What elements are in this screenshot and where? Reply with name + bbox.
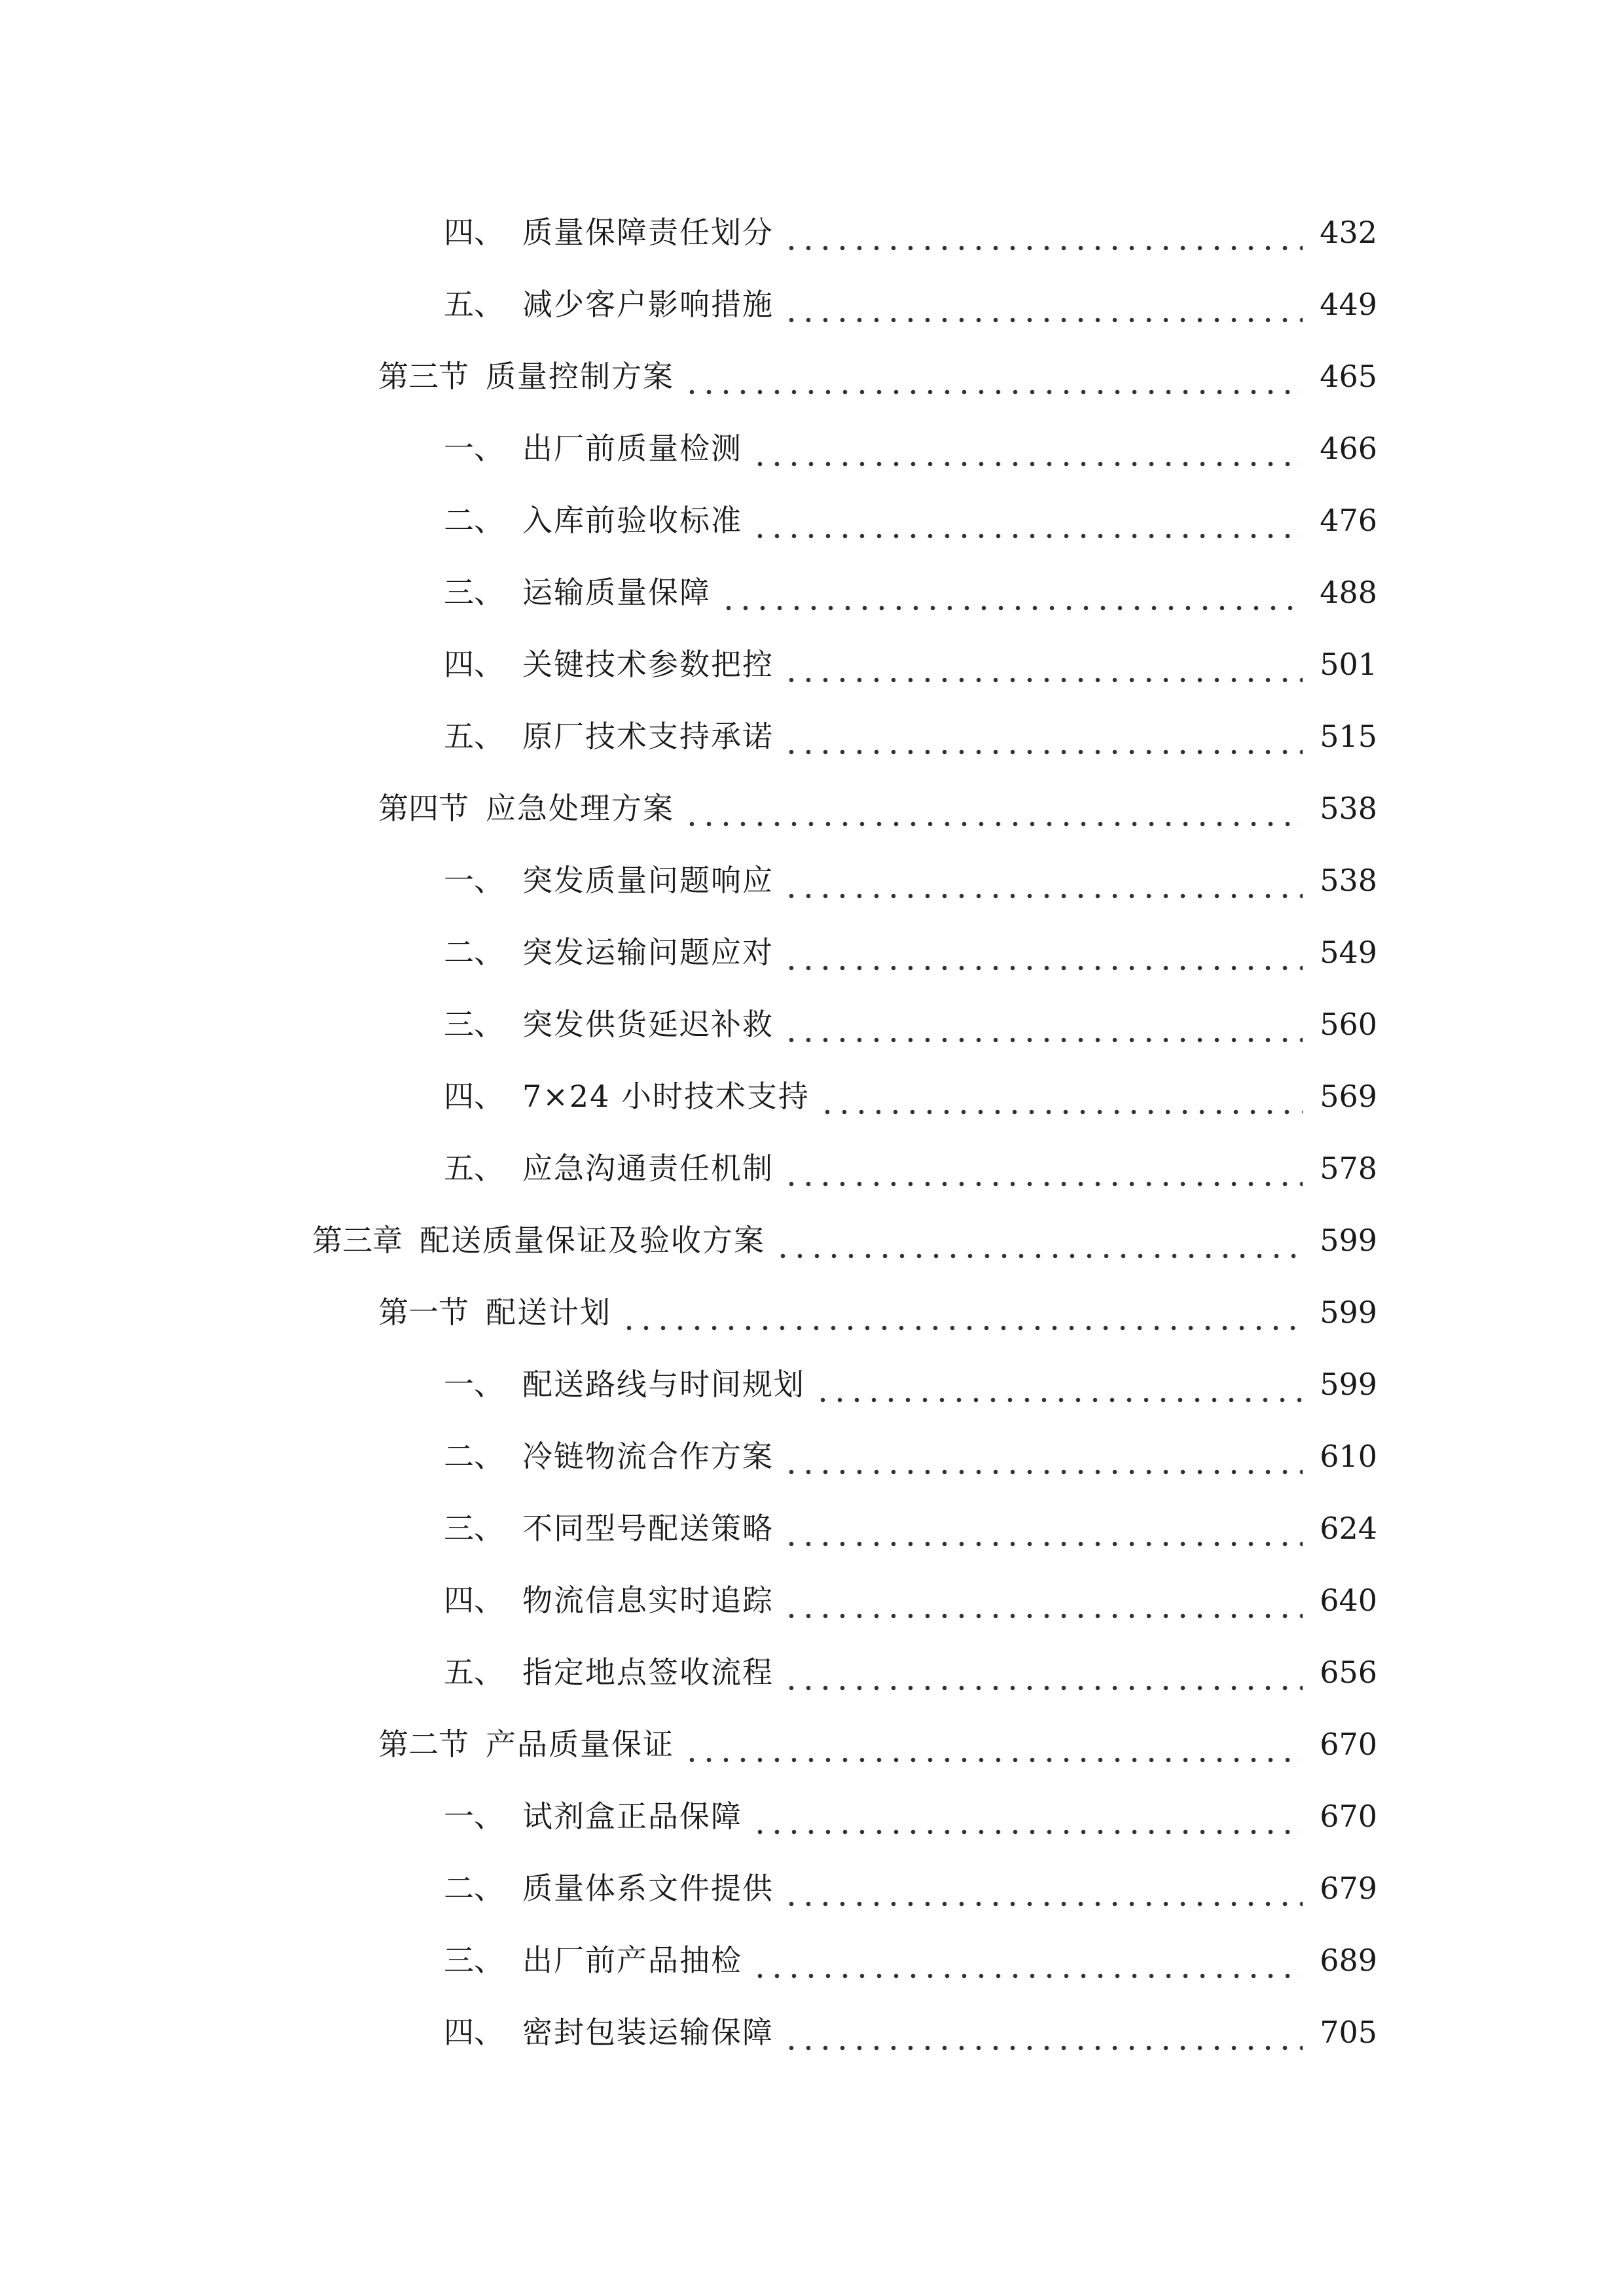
toc-entry-title: 配送计划 [486, 1295, 611, 1330]
toc-entry-number: 三、 [444, 1007, 504, 1042]
toc-dot-leader [774, 1204, 1303, 1276]
toc-entry-page-number: 538 [1320, 791, 1377, 826]
toc-entry[interactable] [0, 1708, 1624, 1780]
toc-entry-title: 原厂技术支持承诺 [522, 719, 774, 754]
toc-entry-page-number: 640 [1320, 1583, 1377, 1618]
toc-dot-leader [621, 1276, 1303, 1348]
toc-entry-page-number: 599 [1320, 1295, 1377, 1330]
toc-entry-page-number: 465 [1320, 359, 1377, 394]
toc-entry[interactable] [0, 1636, 1624, 1708]
toc-entry-number: 四、 [444, 647, 504, 682]
toc-entry-label [444, 1492, 774, 1564]
toc-entry[interactable] [0, 1348, 1624, 1420]
toc-entry-page-number: 610 [1320, 1439, 1377, 1474]
toc-entry-number: 四、 [444, 1583, 504, 1618]
toc-entry[interactable] [0, 340, 1624, 412]
toc-entry-label [444, 484, 742, 556]
toc-entry-label [444, 1564, 774, 1636]
toc-entry-number: 四、 [444, 1079, 504, 1114]
toc-entry[interactable] [0, 268, 1624, 340]
toc-entry[interactable] [0, 412, 1624, 484]
toc-entry-number: 一、 [444, 863, 504, 898]
toc-dot-leader [783, 916, 1303, 988]
toc-entry-title: 质量体系文件提供 [522, 1871, 774, 1906]
toc-dot-leader [783, 196, 1303, 268]
toc-entry-title: 应急处理方案 [486, 791, 674, 826]
toc-entry-label [312, 1204, 765, 1276]
toc-entry-number: 第二节 [378, 1727, 469, 1762]
toc-entry-page-number: 449 [1320, 287, 1377, 322]
toc-entry-title: 出厂前产品抽检 [522, 1943, 742, 1978]
toc-entry-title: 关键技术参数把控 [522, 647, 774, 682]
toc-dot-leader [751, 484, 1303, 556]
toc-entry-number: 第三章 [312, 1223, 403, 1258]
toc-entry-label [444, 1132, 774, 1204]
toc-dot-leader [819, 1060, 1303, 1132]
toc-entry[interactable] [0, 700, 1624, 772]
toc-entry-title: 指定地点签收流程 [522, 1655, 774, 1690]
toc-dot-leader [751, 1780, 1303, 1852]
toc-entry-title: 运输质量保障 [522, 575, 711, 610]
toc-dot-leader [783, 844, 1303, 916]
toc-entry-number: 第一节 [378, 1295, 469, 1330]
toc-entry[interactable] [0, 1420, 1624, 1492]
toc-dot-leader [783, 988, 1303, 1060]
toc-entry-label [444, 268, 774, 340]
toc-entry-number: 二、 [444, 1871, 504, 1906]
toc-entry-label [444, 844, 774, 916]
toc-entry-number: 五、 [444, 287, 504, 322]
toc-entry-page-number: 599 [1320, 1367, 1377, 1402]
toc-entry-page-number: 476 [1320, 503, 1377, 538]
toc-entry-label [444, 1060, 810, 1132]
toc-dot-leader [783, 1564, 1303, 1636]
toc-entry-number: 五、 [444, 1151, 504, 1186]
table-of-contents [0, 196, 1624, 2068]
toc-entry-page-number: 578 [1320, 1151, 1377, 1186]
toc-entry[interactable] [0, 1060, 1624, 1132]
toc-entry[interactable] [0, 1276, 1624, 1348]
toc-dot-leader [783, 700, 1303, 772]
toc-entry[interactable] [0, 1780, 1624, 1852]
toc-entry-page-number: 488 [1320, 575, 1377, 610]
toc-entry-label [378, 340, 674, 412]
toc-entry[interactable] [0, 916, 1624, 988]
toc-entry-title: 入库前验收标准 [522, 503, 742, 538]
toc-dot-leader [783, 1852, 1303, 1924]
toc-entry-page-number: 560 [1320, 1007, 1377, 1042]
toc-entry-number: 三、 [444, 1511, 504, 1546]
toc-entry-label [444, 1780, 742, 1852]
toc-entry-title: 配送路线与时间规划 [522, 1367, 805, 1402]
toc-dot-leader [783, 628, 1303, 700]
toc-entry-page-number: 670 [1320, 1799, 1377, 1834]
toc-entry-number: 二、 [444, 503, 504, 538]
toc-entry[interactable] [0, 628, 1624, 700]
toc-entry-number: 二、 [444, 935, 504, 970]
toc-entry[interactable] [0, 1852, 1624, 1924]
toc-entry-label [444, 1636, 774, 1708]
toc-dot-leader [751, 1924, 1303, 1996]
toc-entry[interactable] [0, 196, 1624, 268]
toc-entry[interactable] [0, 1996, 1624, 2068]
toc-entry-label [378, 1708, 674, 1780]
toc-dot-leader [751, 412, 1303, 484]
toc-entry-label [378, 772, 674, 844]
toc-entry-title: 突发供货延迟补救 [522, 1007, 774, 1042]
toc-entry-number: 五、 [444, 719, 504, 754]
toc-entry-page-number: 538 [1320, 863, 1377, 898]
toc-entry-page-number: 515 [1320, 719, 1377, 754]
toc-entry[interactable] [0, 844, 1624, 916]
toc-entry-label [444, 1852, 774, 1924]
toc-entry-title: 密封包装运输保障 [522, 2015, 774, 2050]
toc-entry-label [444, 628, 774, 700]
toc-entry-title: 质量保障责任划分 [522, 215, 774, 250]
toc-entry-title: 出厂前质量检测 [522, 431, 742, 466]
toc-entry-page-number: 679 [1320, 1871, 1377, 1906]
toc-dot-leader [683, 1708, 1303, 1780]
toc-dot-leader [783, 1636, 1303, 1708]
toc-entry[interactable] [0, 1204, 1624, 1276]
toc-dot-leader [683, 772, 1303, 844]
toc-dot-leader [814, 1348, 1303, 1420]
toc-entry[interactable] [0, 1492, 1624, 1564]
toc-entry-label [378, 1276, 611, 1348]
toc-entry-page-number: 432 [1320, 215, 1377, 250]
toc-entry[interactable] [0, 1132, 1624, 1204]
toc-entry-page-number: 466 [1320, 431, 1377, 466]
toc-entry-label [444, 556, 711, 628]
toc-dot-leader [683, 340, 1303, 412]
toc-entry-title: 质量控制方案 [486, 359, 674, 394]
toc-entry-label [444, 412, 742, 484]
toc-entry-label [444, 1348, 805, 1420]
toc-entry[interactable] [0, 1924, 1624, 1996]
toc-dot-leader [783, 268, 1303, 340]
toc-entry-label [444, 988, 774, 1060]
toc-entry-number: 四、 [444, 2015, 504, 2050]
toc-entry-number: 一、 [444, 431, 504, 466]
toc-entry-title: 减少客户影响措施 [522, 287, 774, 322]
toc-entry[interactable] [0, 556, 1624, 628]
toc-entry-title: 试剂盒正品保障 [522, 1799, 742, 1834]
toc-entry-page-number: 599 [1320, 1223, 1377, 1258]
toc-entry-page-number: 569 [1320, 1079, 1377, 1114]
toc-entry[interactable] [0, 1564, 1624, 1636]
toc-entry-page-number: 656 [1320, 1655, 1377, 1690]
toc-entry-title: 应急沟通责任机制 [522, 1151, 774, 1186]
toc-entry-label [444, 916, 774, 988]
toc-entry-title: 物流信息实时追踪 [522, 1583, 774, 1618]
toc-entry-page-number: 624 [1320, 1511, 1377, 1546]
toc-entry-title: 配送质量保证及验收方案 [420, 1223, 765, 1258]
toc-entry-label [444, 700, 774, 772]
toc-entry-number: 三、 [444, 1943, 504, 1978]
toc-entry-title: 冷链物流合作方案 [522, 1439, 774, 1474]
toc-entry-number: 第三节 [378, 359, 469, 394]
toc-entry-page-number: 670 [1320, 1727, 1377, 1762]
toc-entry[interactable] [0, 772, 1624, 844]
toc-entry-page-number: 689 [1320, 1943, 1377, 1978]
toc-dot-leader [783, 1132, 1303, 1204]
toc-dot-leader [783, 1492, 1303, 1564]
toc-dot-leader [783, 1420, 1303, 1492]
toc-entry-title: 突发运输问题应对 [522, 935, 774, 970]
toc-entry-label [444, 1996, 774, 2068]
toc-entry[interactable] [0, 988, 1624, 1060]
toc-entry-title: 突发质量问题响应 [522, 863, 774, 898]
toc-entry-number: 一、 [444, 1799, 504, 1834]
toc-dot-leader [720, 556, 1303, 628]
toc-entry-page-number: 549 [1320, 935, 1377, 970]
toc-entry-page-number: 705 [1320, 2015, 1377, 2050]
toc-entry-page-number: 501 [1320, 647, 1377, 682]
toc-entry-title: 不同型号配送策略 [522, 1511, 774, 1546]
toc-entry-label [444, 1420, 774, 1492]
toc-entry-title: 产品质量保证 [486, 1727, 674, 1762]
toc-entry-number: 第四节 [378, 791, 469, 826]
toc-dot-leader [783, 1996, 1303, 2068]
toc-entry-number: 四、 [444, 215, 504, 250]
toc-entry-number: 一、 [444, 1367, 504, 1402]
toc-entry[interactable] [0, 484, 1624, 556]
toc-entry-label [444, 1924, 742, 1996]
toc-entry-number: 三、 [444, 575, 504, 610]
toc-entry-number: 二、 [444, 1439, 504, 1474]
toc-entry-title: 7×24 小时技术支持 [522, 1079, 810, 1114]
toc-entry-number: 五、 [444, 1655, 504, 1690]
toc-entry-label [444, 196, 774, 268]
